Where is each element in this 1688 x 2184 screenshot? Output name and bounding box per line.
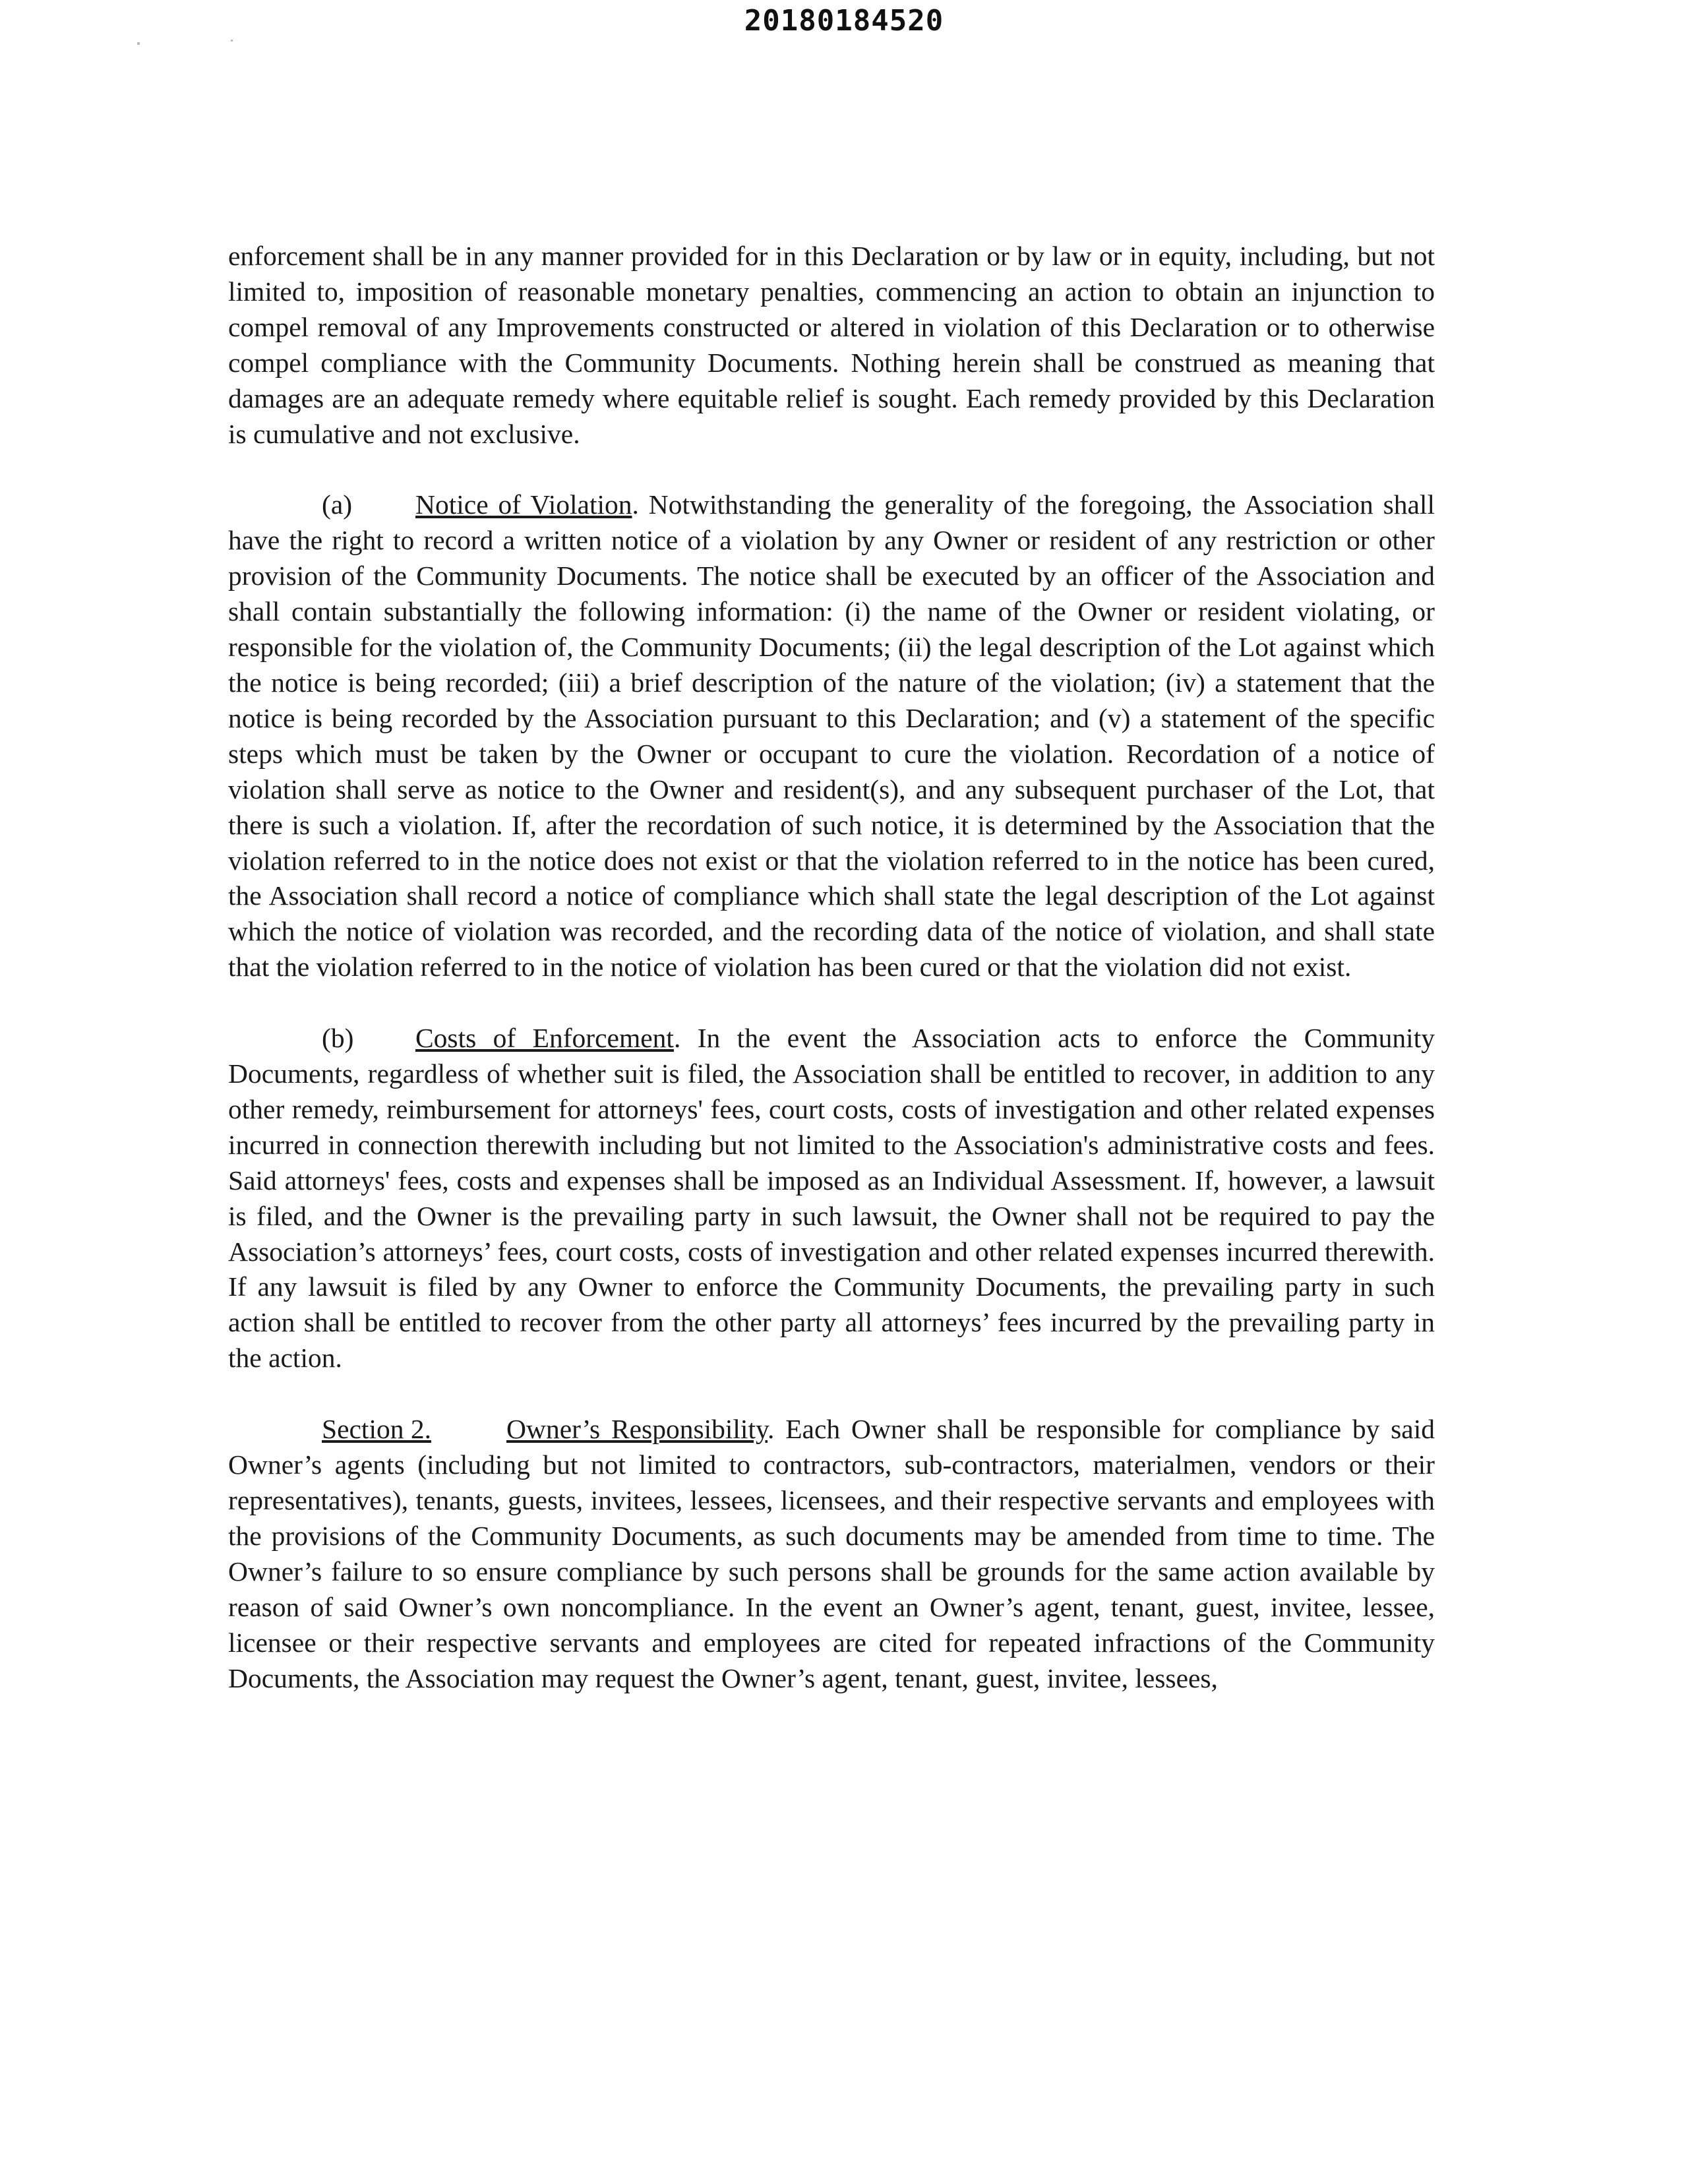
- section-2-number: Section 2.: [322, 1414, 431, 1445]
- scan-speck: [137, 42, 140, 45]
- intro-text: enforcement shall be in any manner provided for in this Declaration or by law or in equity, including, but not limited to, imposition of reasonable monetary penalties, commencing an action to obtain an injunction to compel removal of any Improvements constructed or altered in violation of this Declaration or to otherwise compel compliance with the Community Documents. Nothing herein shall be construed as meaning that damages are an adequate remedy where equitable relief is sought. Each remedy provided by this Declaration is cumulative and not exclusive.: [228, 241, 1435, 449]
- subsection-a-text: . Notwithstanding the generality of the foregoing, the Association shall have the right to record a written notice of a violation by any Owner or resident of any restriction or other provision of the Community Documents. The notice shall be executed by an officer of the Association and shall contain substantially the following information: (i) the name of the Owner or resident violating, or responsible for the violation of, the Community Documents; (ii) the legal description of the Lot against which the notice is being recorded; (iii) a brief description of the nature of the violation; (iv) a statement that the notice is being recorded by the Association pursuant to this Declaration; and (v) a statement of the specific steps which must be taken by the Owner or occupant to cure the violation. Recordation of a notice of violation shall serve as notice to the Owner and resident(s), and any subsequent purchaser of the Lot, that there is such a violation. If, after the recordation of such notice, it is determined by the Association that the violation referred to in the notice does not exist or that the violation referred to in the notice has been cured, the Association shall record a notice of compliance which shall state the legal description of the Lot against which the notice of violation was recorded, and the recording data of the notice of violation, and shall state that the violation referred to in the notice of violation has been cured or that the violation did not exist.: [228, 489, 1435, 983]
- scan-speck: [231, 40, 233, 42]
- subsection-b-text: . In the event the Association acts to enforce the Community Documents, regardless of whether suit is filed, the Association shall be entitled to recover, in addition to any other remedy, reimbursement for attorneys' fees, court costs, costs of investigation and other related expenses incurred in connection therewith including but not limited to the Association's administrative costs and fees. Said attorneys' fees, costs and expenses shall be imposed as an Individual Assessment. If, however, a lawsuit is filed, and the Owner is the prevailing party in such lawsuit, the Owner shall not be required to pay the Association’s attorneys’ fees, court costs, costs of investigation and other related expenses incurred therewith. If any lawsuit is filed by any Owner to enforce the Community Documents, the prevailing party in such action shall be entitled to recover from the other party all attorneys’ fees incurred by the prevailing party in the action.: [228, 1023, 1435, 1374]
- subsection-a: [228, 487, 1435, 985]
- section-2-text: . Each Owner shall be responsible for compliance by said Owner’s agents (including but not limited to contractors, sub-contractors, materialmen, vendors or their representatives), tenants, guests, invitees, lessees, licensees, and their respective servants and employees with the provisions of the Community Documents, as such documents may be amended from time to time. The Owner’s failure to so ensure compliance by such persons shall be grounds for the same action available by reason of said Owner’s own noncompliance. In the event an Owner’s agent, tenant, guest, invitee, lessee, licensee or their respective servants and employees are cited for repeated infractions of the Community Documents, the Association may request the Owner’s agent, tenant, guest, invitee, lessees,: [228, 1414, 1435, 1693]
- document-body: [228, 239, 1435, 1696]
- section-2-lead: [228, 1412, 506, 1447]
- subsection-b-heading: Costs of Enforcement: [415, 1023, 674, 1054]
- subsection-a-heading: Notice of Violation: [415, 489, 632, 520]
- section-2: [228, 1412, 1435, 1696]
- subsection-b-label: (b): [322, 1023, 354, 1054]
- intro-paragraph: [228, 239, 1435, 452]
- subsection-b: [228, 1021, 1435, 1376]
- subsection-a-label: (a): [322, 489, 353, 520]
- section-2-heading: Owner’s Responsibility: [506, 1414, 768, 1445]
- document-number: 20180184520: [744, 4, 944, 38]
